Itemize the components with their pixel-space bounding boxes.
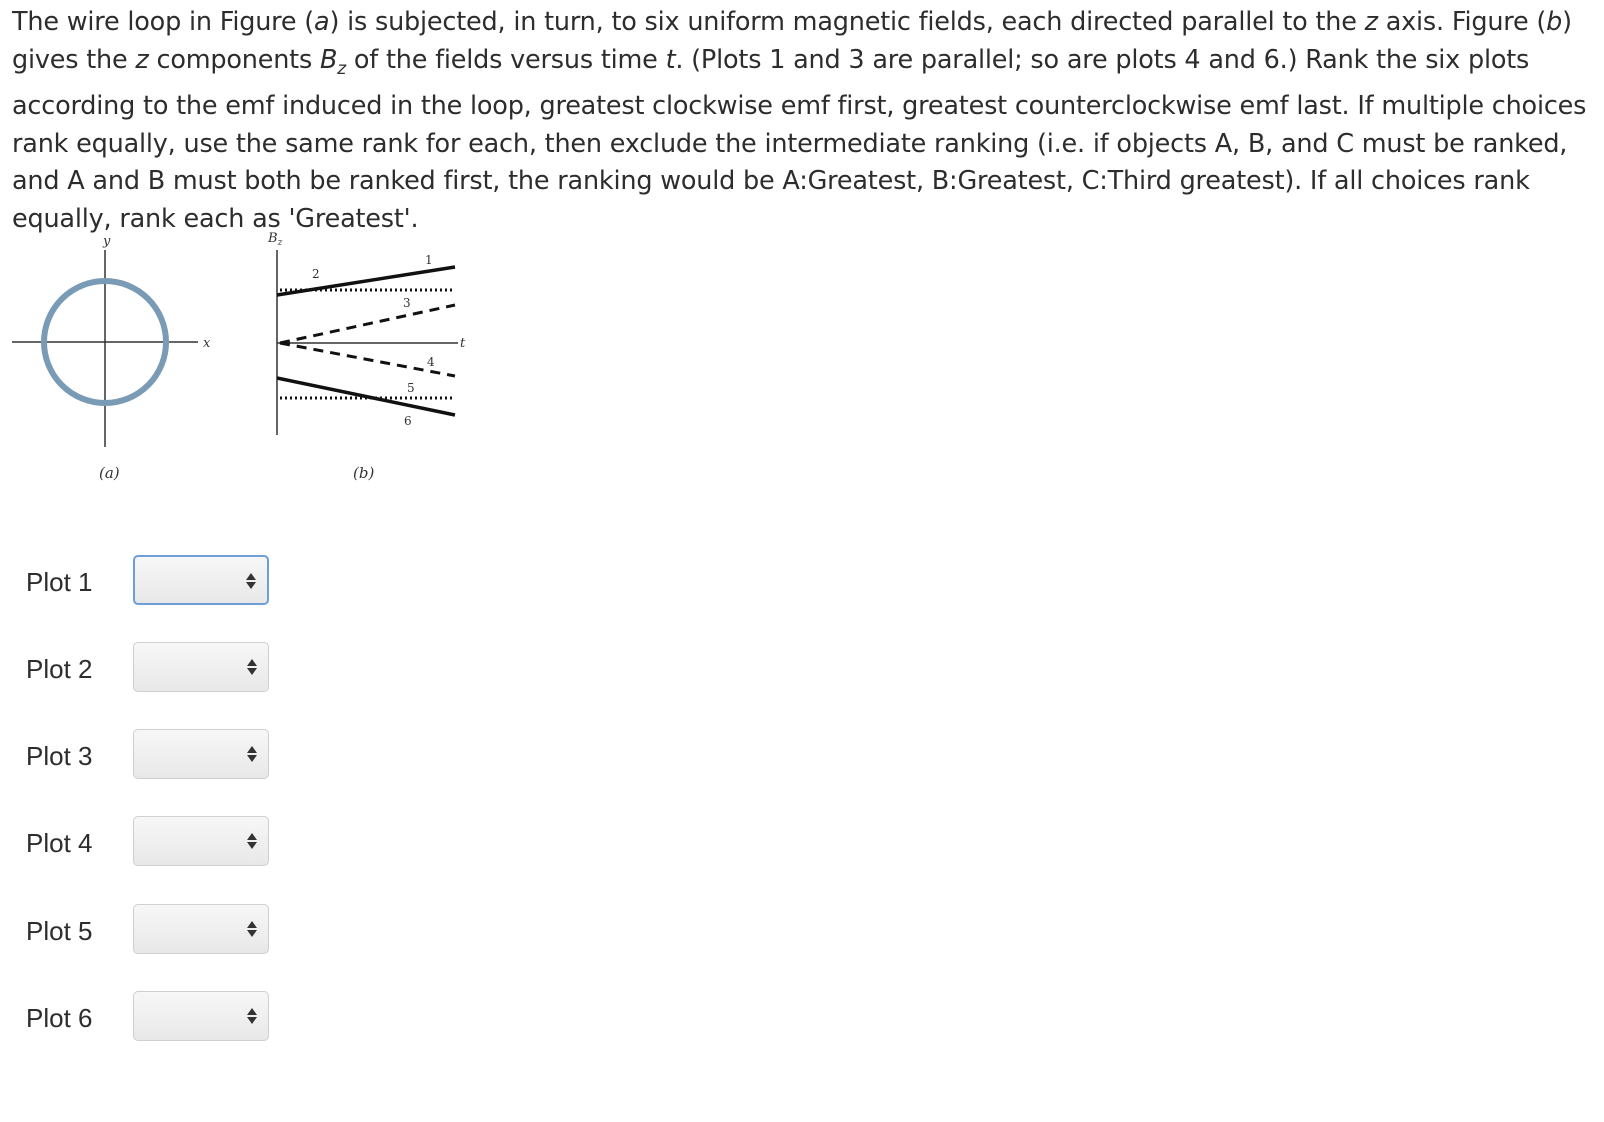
- plot-4-label: 4: [427, 355, 435, 369]
- plot-row-1: [0, 553, 300, 609]
- figure-b-caption: (b): [353, 464, 375, 482]
- plot-row-6: [0, 989, 300, 1045]
- figure: [0, 210, 500, 500]
- plot-1-rank-select[interactable]: [133, 555, 269, 605]
- figure-svg: [0, 210, 500, 500]
- updown-arrow-icon: [246, 919, 258, 939]
- plot-5-rank-select[interactable]: [133, 904, 269, 954]
- plot-label: Plot 4: [26, 828, 93, 858]
- plot-label: Plot 5: [26, 916, 93, 946]
- plot-2-rank-select[interactable]: [133, 642, 269, 692]
- updown-arrow-icon: [246, 831, 258, 851]
- x-axis-label: x: [203, 336, 211, 351]
- bz-axis-label: $B_z$: [268, 231, 283, 248]
- plot-row-4: [0, 814, 300, 870]
- plot-row-3: [0, 727, 300, 783]
- question-text: The wire loop in Figure (a) is subjected, in turn, to six uniform magnetic fields, each directed parallel to the z axis. Figure (b) gives the z components $B_z$ of the fields versus time t. (Plots 1 and 3 are parallel; so are plots 4 and 6.) Rank the six plots according to the emf induced in the loop, greatest clockwise emf first, greatest counterclockwise emf last. If multiple choices rank equally, use the same rank for each, then exclude the intermediate ranking (i.e. if objects A, B, and C must be ranked, and A and B must both be ranked first, the ranking would be A:Greatest, B:Greatest, C:Third greatest). If all choices rank equally, rank each as 'Greatest'.: [12, 7, 1587, 234]
- plot-row-2: [0, 640, 300, 696]
- plot-6-rank-select[interactable]: [133, 991, 269, 1041]
- plot-2-label: 2: [312, 267, 320, 281]
- plot-1-label: 1: [425, 253, 433, 267]
- plot-label: Plot 1: [26, 567, 93, 597]
- plot-row-5: [0, 902, 300, 958]
- t-axis-label: t: [460, 336, 466, 351]
- plot-3-line: [280, 305, 455, 343]
- plot-4-rank-select[interactable]: [133, 816, 269, 866]
- plot-3-label: 3: [403, 296, 411, 310]
- updown-arrow-icon: [246, 1006, 258, 1026]
- plot-label: Plot 2: [26, 654, 93, 684]
- plot-label: Plot 6: [26, 1003, 93, 1033]
- plot-5-label: 5: [407, 381, 415, 395]
- updown-arrow-icon: [245, 571, 257, 591]
- figure-b: [267, 231, 466, 482]
- updown-arrow-icon: [246, 657, 258, 677]
- updown-arrow-icon: [246, 744, 258, 764]
- plot-6-line: [277, 378, 455, 415]
- figure-a-caption: (a): [99, 464, 120, 482]
- plot-label: Plot 3: [26, 741, 93, 771]
- figure-a: [12, 234, 211, 482]
- plot-3-rank-select[interactable]: [133, 729, 269, 779]
- y-axis-label: y: [103, 234, 111, 249]
- plot-6-label: 6: [404, 414, 412, 428]
